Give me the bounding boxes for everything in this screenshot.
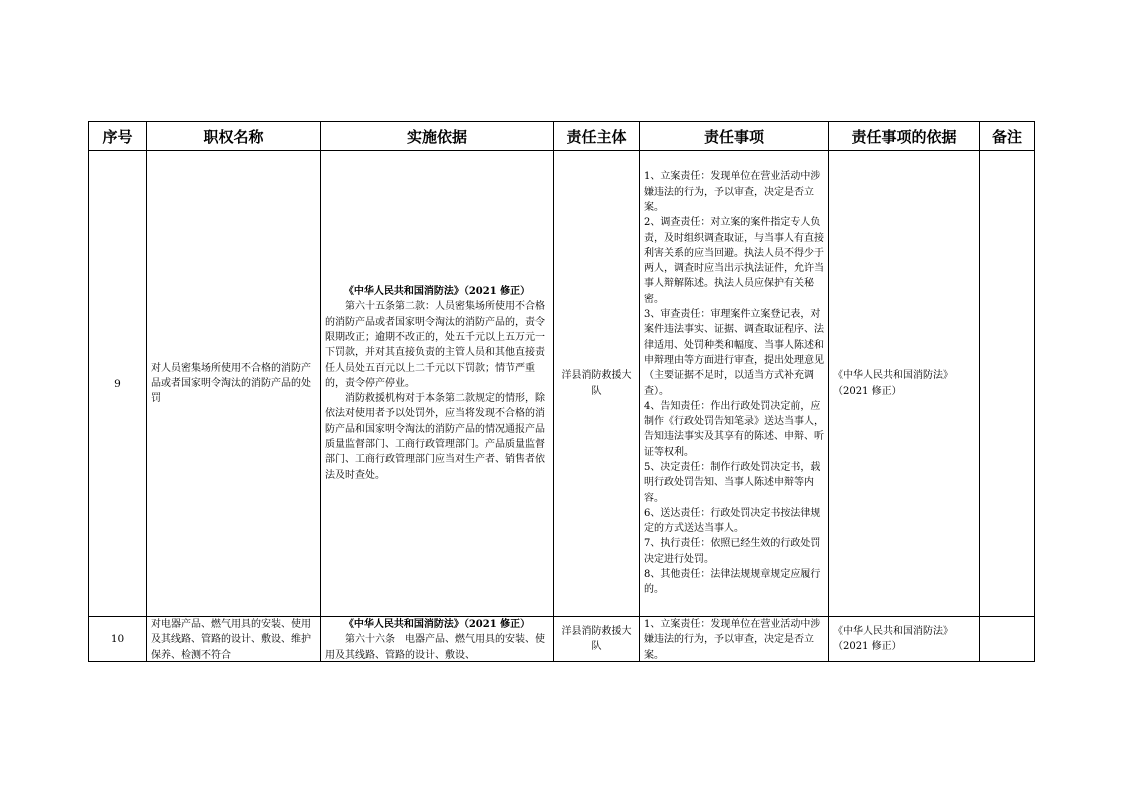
header-num: 序号 xyxy=(89,122,147,151)
header-duty-basis: 责任事项的依据 xyxy=(829,122,980,151)
row-name: 对人员密集场所使用不合格的消防产品或者国家明令淘汰的消防产品的处罚 xyxy=(147,151,321,617)
authority-table xyxy=(88,121,1035,662)
row-num: 9 xyxy=(89,151,147,617)
duty-item: 4、告知责任：作出行政处罚决定前，应制作《行政处罚告知笔录》送达当事人，告知违法事实及其享有的陈述、申辩、听证等权利。 xyxy=(644,400,824,458)
row-basis-content xyxy=(325,617,549,661)
row-basis xyxy=(321,151,554,617)
duty-item: 5、决定责任：制作行政处罚决定书，载明行政处罚告知、当事人陈述申辩等内容。 xyxy=(644,461,821,504)
row-duties-content xyxy=(644,617,824,661)
row-remark xyxy=(980,151,1035,617)
row-duty-basis: 《中华人民共和国消防法》（2021 修正） xyxy=(829,151,980,617)
header-remark: 备注 xyxy=(980,122,1035,151)
row-num: 10 xyxy=(89,617,147,662)
header-duties: 责任事项 xyxy=(640,122,829,151)
row-duty-basis: 《中华人民共和国消防法》（2021 修正） xyxy=(829,617,980,662)
basis-paragraph: 消防救援机构对于本条第二款规定的情形，除依法对使用者予以处罚外，应当将发现不合格的消防产品和国家明令淘汰的消防产品的情况通报产品质量监督部门、工商行政管理部门。产品质量监督部门、工商行政管理部门应当对生产者、销售者依法及时查处。 xyxy=(325,393,545,481)
row-name xyxy=(147,617,321,662)
table-row xyxy=(89,617,1035,662)
header-row xyxy=(89,122,1035,151)
row-duties xyxy=(640,151,829,617)
row-name-text: 对电器产品、燃气用具的安装、使用及其线路、管路的设计、敷设、维护保养、检测不符合 xyxy=(151,619,311,661)
duty-item: 6、送达责任：行政处罚决定书按法律规定的方式送达当事人。 xyxy=(644,507,821,535)
header-basis: 实施依据 xyxy=(321,122,554,151)
header-name: 职权名称 xyxy=(147,122,321,151)
row-duties xyxy=(640,617,829,662)
row-basis xyxy=(321,617,554,662)
basis-title: 《中华人民共和国消防法》（2021 修正） xyxy=(343,286,531,298)
duty-item: 1、立案责任：发现单位在营业活动中涉嫌违法的行为，予以审查，决定是否立案。 xyxy=(644,619,821,661)
table-row xyxy=(89,151,1035,617)
basis-paragraph: 第六十六条 电器产品、燃气用具的安装、使用及其线路、管路的设计、敷设、 xyxy=(325,634,545,661)
row-subject: 洋县消防救援大队 xyxy=(554,151,640,617)
duty-item: 2、调查责任：对立案的案件指定专人负责，及时组织调查取证，与当事人有直接利害关系的应当回避。执法人员不得少于两人，调查时应当出示执法证件，允许当事人辩解陈述。执法人员应保护有关秘密。 xyxy=(644,217,824,305)
header-subject: 责任主体 xyxy=(554,122,640,151)
basis-paragraph: 第六十五条第二款：人员密集场所使用不合格的消防产品或者国家明令淘汰的消防产品的，责令限期改正；逾期不改正的，处五千元以上五万元一下罚款，并对其直接负责的主管人员和其他直接责任人员处五百元以上二千元以下罚款；情节严重的，责令停产停业。 xyxy=(325,301,545,389)
duty-item: 7、执行责任：依照已经生效的行政处罚决定进行处罚。 xyxy=(644,538,821,565)
row-subject: 洋县消防救援大队 xyxy=(554,617,640,662)
duty-item: 1、立案责任：发现单位在营业活动中涉嫌违法的行为，予以审查，决定是否立案。 xyxy=(644,171,821,213)
row-remark xyxy=(980,617,1035,662)
duty-item: 8、其他责任：法律法规规章规定应履行的。 xyxy=(644,569,821,596)
duty-item: 3、审查责任：审理案件立案登记表，对案件违法事实、证据、调查取证程序、法律适用、处罚种类和幅度、当事人陈述和申辩理由等方面进行审查，提出处理意见（主要证据不足时，以适当方式补充调查）。 xyxy=(644,309,824,397)
basis-title: 《中华人民共和国消防法》（2021 修正） xyxy=(343,619,531,630)
